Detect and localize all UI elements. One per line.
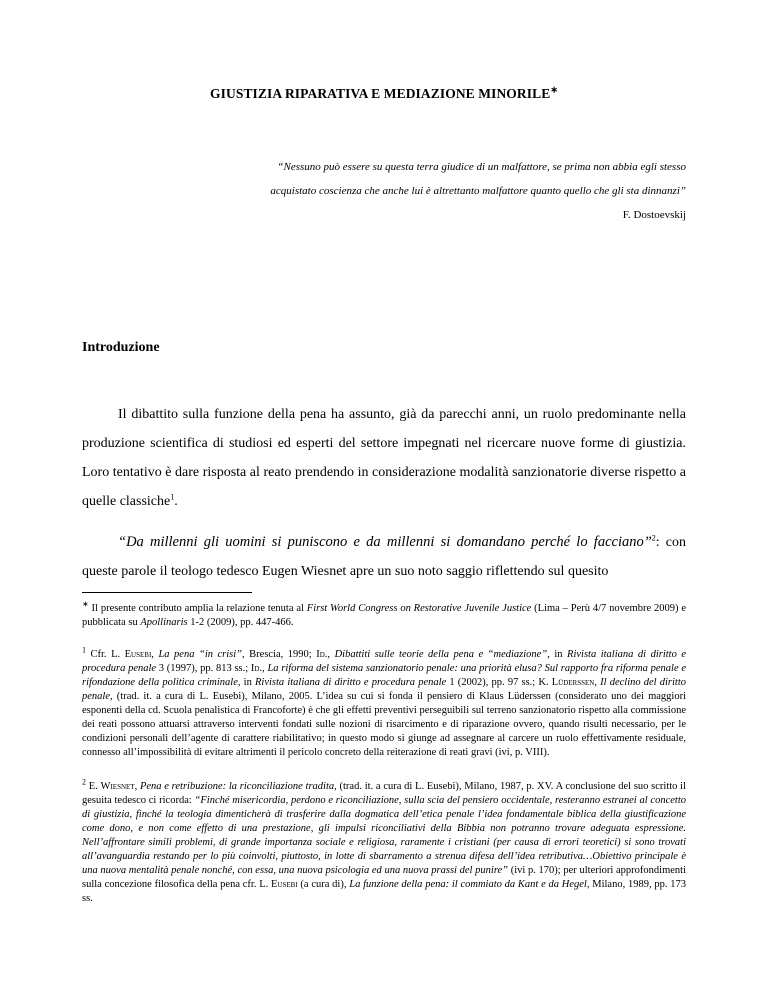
fn2-e: , (trad. it. a cura di L. Eusebi), Milano, 1987, p. XV. A conclusione del suo scritto il gesuita tedesco ci ricorda:: [82, 781, 686, 806]
fn0-d: Apollinaris: [140, 617, 188, 628]
fn1-g: ,: [327, 649, 335, 660]
fn1-m: ,: [262, 663, 268, 674]
fn2-g: (ivi p. 170); per ulteriori approfondimenti sulla concezione filosofica della pena cfr. L.: [82, 865, 686, 890]
epigraph-author: F. Dostoevskij: [622, 209, 686, 221]
fn1-a: Cfr. L.: [86, 649, 125, 660]
fn1-h: Dibattiti sulle teorie della pena e “mediazione”: [334, 649, 548, 660]
fn2-j: La funzione della pena: il commiato da Kant e da Hegel: [349, 879, 587, 890]
footnote-ref-2[interactable]: 2: [651, 533, 656, 543]
epigraph-line-1: “Nessuno può essere su questa terra giudice di un malfattore, se prima non abbia egli stesso: [277, 161, 686, 173]
footnote-ref-1[interactable]: 1: [170, 492, 175, 502]
fn1-j: Rivista italiana di diritto e procedura penale: [82, 649, 687, 674]
fn1-l: Id.: [250, 663, 263, 674]
fn0-c: (Lima – Perù 4/7 novembre 2009) e pubblicata su: [82, 603, 686, 628]
fn0-a: Il presente contributo amplia la relazione tenuta al: [88, 603, 307, 614]
fn2-h: Eusebi: [271, 879, 298, 890]
fn1-k: 3 (1997), pp. 813 ss.;: [156, 663, 251, 674]
fn2-i: (a cura di),: [297, 879, 350, 890]
fn0-b: First World Congress on Restorative Juvenile Justice: [306, 603, 532, 614]
fn1-e: , Brescia, 1990;: [242, 649, 317, 660]
fn2-a: E.: [86, 781, 101, 792]
footnote-separator: [82, 592, 252, 593]
fn2-c: ,: [134, 781, 140, 792]
fn1-q: 1 (2002), pp. 97 ss.; K.: [446, 677, 552, 688]
footnote-2-mark: 2: [82, 777, 86, 787]
fn1-r: Lüderssen: [551, 677, 595, 688]
page-title: [0, 86, 768, 102]
fn2-f: “Finché misericordia, perdono e riconciliazione, sulla scia del pensiero occidentale, resteranno estranei al concetto di giustizia, finché la teologia dimenticherà di trasferire dalla dogmatica dell’etica penale l’idea fondamentale biblica della giustificazione come dono, e non come effetto di una prestazione, gli impulsi riconciliativi della Bibbia non potranno trovare adeguata espressione. Nell’affrontare simili problemi, di grande importanza sociale e religiosa, raramente i cristiani (per causa di errori teoretici) si sono trovati all’avanguardia restando per lo più coinvolti, piuttosto, in lotte di sbarramento a strenua difesa dell’idea retributiva…Obiettivo principale è una nuova mentalità penale nonché, con essa, una nuova psicologia ed una nuova prassi del punire”: [82, 795, 686, 876]
fn1-f: Id.: [316, 649, 328, 660]
fn1-b: Eusebi: [124, 649, 152, 660]
epigraph: [126, 155, 686, 227]
fn1-d: La pena “in crisi”: [158, 649, 243, 660]
paragraph-2-quote: “Da millenni gli uomini si puniscono e da millenni si domandano perché lo facciano”: [118, 534, 652, 550]
fn1-u: , (trad. it. a cura di L. Eusebi), Milano, 2005. L’idea su cui si fonda il pensiero di Klaus Lüderssen (considerato uno dei maggiori esponenti della cd. Scuola penalistica di Francoforte) è che gli effetti preventivi perseguibili sul terreno sanzionatorio rispetto alla commissione dei reati possono attuarsi attraverso interventi fondati sulle nozioni di risarcimento e di riparazione ovvero, quando risulti necessario, per le condizioni personali dell’agente di carattere riabilitativo; in questo modo si giunge ad assegnare al carcere un ruolo effettivamente residuale, connesso all’impossibilità di evitare altrimenti il pericolo concreto della reiterazione di reati gravi (ivi, p. VIII).: [82, 691, 686, 758]
fn0-e: 1-2 (2009), pp. 447-466.: [187, 617, 294, 628]
footnote-1-mark: 1: [82, 645, 86, 655]
section-heading: Introduzione: [82, 340, 160, 355]
footnote-2: [82, 777, 686, 906]
fn1-i: , in: [547, 649, 568, 660]
paragraph-2-text: : con queste parole il teologo tedesco Eugen Wiesnet apre un suo noto saggio riflettendo sul quesito: [82, 535, 686, 579]
paragraph-2: [82, 528, 686, 586]
fn1-c: ,: [151, 649, 159, 660]
title-footnote-mark[interactable]: ∗: [550, 84, 558, 95]
title-text: GIUSTIZIA RIPARATIVA E MEDIAZIONE MINORILE: [210, 86, 551, 101]
paragraph-1-text: Il dibattito sulla funzione della pena ha assunto, già da parecchi anni, un ruolo predominante nella produzione scientifica di studiosi ed esperti del settore impegnati nel ricercare nuove forme di giustizia. Loro tentativo è dare risposta al reato prendendo in considerazione modalità sanzionatorie diverse rispetto a quelle classiche: [82, 407, 686, 509]
fn1-t: Il declino del diritto penale: [82, 677, 687, 702]
epigraph-line-2: acquistato coscienza che anche lui è altrettanto malfattore quanto quello che gli sta dinnanzi”: [270, 185, 686, 197]
fn1-p: Rivista italiana di diritto e procedura penale: [255, 677, 447, 688]
fn1-n: La riforma del sistema sanzionatorio penale: una priorità elusa? Sul rapporto fra riforma penale e rifondazione della politica criminale: [82, 663, 687, 688]
fn1-s: ,: [594, 677, 601, 688]
footnote-title-mark: ∗: [82, 599, 89, 609]
fn2-b: Wiesnet: [100, 781, 135, 792]
fn1-o: , in: [237, 677, 255, 688]
footnote-1: [82, 645, 687, 760]
paragraph-1-end: .: [174, 494, 178, 509]
fn2-d: Pena e retribuzione: la riconciliazione tradita: [139, 781, 335, 792]
fn2-k: , Milano, 1989, pp. 173 ss.: [82, 879, 686, 904]
footnote-title: [82, 599, 686, 630]
paragraph-1: [82, 400, 686, 516]
